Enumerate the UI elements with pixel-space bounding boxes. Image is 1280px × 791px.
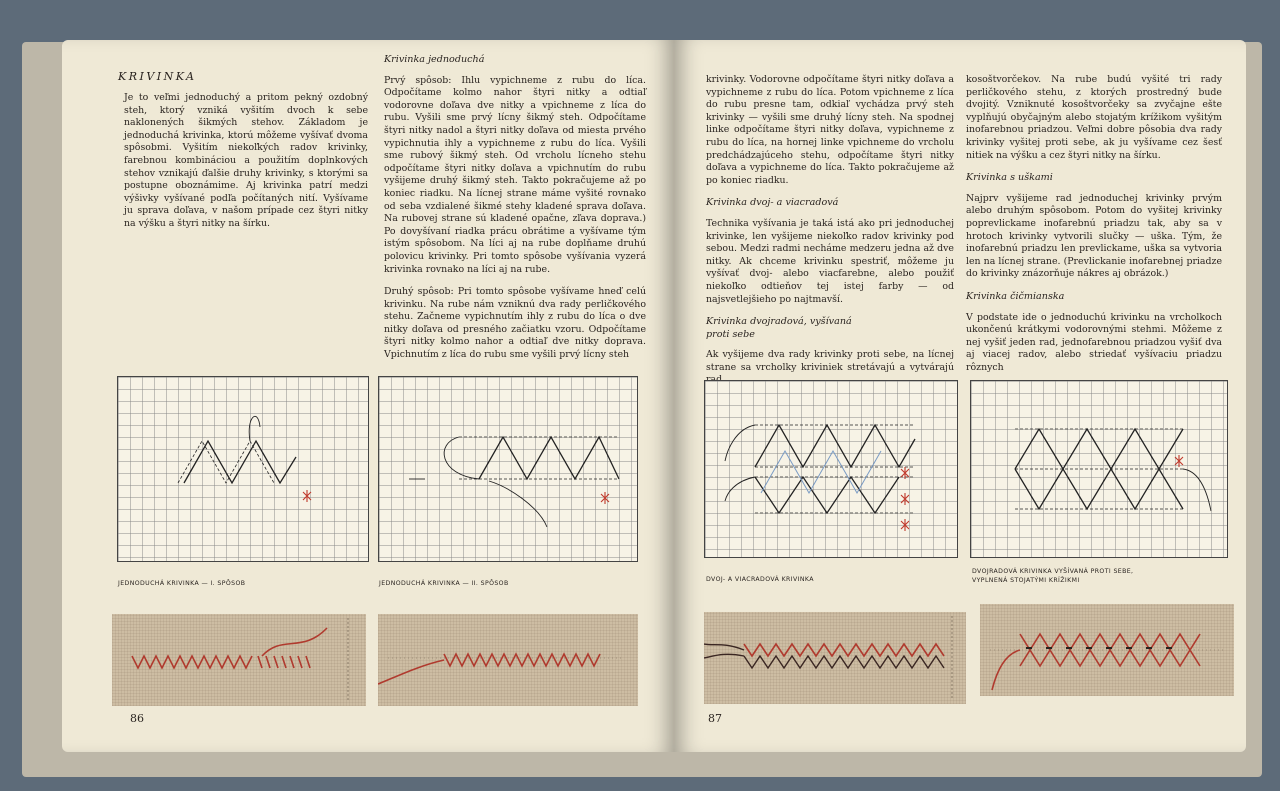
heading-cicmany: Krivinka čičmianska xyxy=(966,290,1065,302)
open-book xyxy=(34,40,1254,765)
left-page xyxy=(62,40,674,752)
right-column-two xyxy=(966,74,1222,384)
caption-method-1: JEDNODUCHÁ KRIVINKA — I. SPÔSOB xyxy=(118,580,246,587)
photo-embroidery-3 xyxy=(704,612,966,704)
heading-multi-row: Krivinka dvoj- a viacradová xyxy=(706,197,839,209)
heading-loops: Krivinka s uškami xyxy=(966,172,1053,184)
caption-double-row-line2: VYPLNENÁ STOJATÝMI KRÍŽIKMI xyxy=(972,577,1080,584)
photo-embroidery-1 xyxy=(112,614,366,706)
diagram-double-row-crosses xyxy=(970,380,1228,558)
photo-embroidery-2 xyxy=(378,614,638,706)
photo-embroidery-4 xyxy=(980,604,1234,696)
paragraph-loops: Najprv vyšijeme rad jednoduchej krivinky prvým alebo druhým spôsobom. Potom do vyšitej krivinky poprevlickame inofarebnú priadzu tak, aby sa v hrotoch krivinky vytvorili slučky — uška. Tým, že inofarebnú priadzu len prevlickame, uška sa vytvoria len na lícnej strane. (Prevlickanie inofarebnej priadze do krivinky znázorňuje nákres aj obrázok.) xyxy=(966,192,1222,280)
paragraph-diamonds: kosoštvorčekov. Na rube budú vyšité tri rady perličkového stehu, z ktorých prostredný bude dvojitý. Vzniknuté kosoštvorčeky sa zvyčajne ešte vyplňujú obyčajným alebo stojatým krížikom vyšitým inofarebnou priadzou. Veľmi dobre pôsobia dva rady krivinky vyšitej proti sebe, ak ju vyšívame cez šesť nitiek na výšku a cez štyri nitky na šírku. xyxy=(966,74,1222,161)
diagram-multi-row xyxy=(704,380,958,558)
right-page xyxy=(674,40,1246,752)
section-heading: Krivinka jednoduchá xyxy=(384,54,485,65)
paragraph-double-row: Ak vyšijeme dva rady krivinky proti sebe, na lícnej strane sa vrcholky kriviniek stretávajú a vytvárajú xyxy=(706,349,954,373)
heading-double-row: Krivinka dvojradová, vyšívaná proti sebe xyxy=(706,316,852,340)
diagram-simple-method-2 xyxy=(378,376,638,562)
paragraph-continuation: krivinky. Vodorovne odpočítame štyri nitky doľava a vypichneme z rubu do líca. Potom vpichneme z líca do rubu presne tam, odkiaľ vychádza prvý steh krivinky — vyšili sme druhý lícny steh. Na spodnej linke odpočítame štyri nitky doľava, vypichneme z rubu do líca, na hornej linke vpichneme do vrcholu predchádzajúceho stehu, odpočítame štyri nitky doľava a vypichneme do líca. Takto pokračujeme až po koniec riadku. xyxy=(706,74,954,186)
paragraph-first-method: Prvý spôsob: Ihlu vypichneme z rubu do líca. Odpočítame kolmo nahor štyri nitky a odtiaľ vodorovne doľava dve nitky a vpichneme z líca do rubu. Vyšili sme prvý lícny šikmý steh. Odpočítame štyri nitky nadol a štyri nitky doľava od miesta prvého vypichnutia ihly a vypichneme z rubu do líca. Vyšili sme rubový šikmý steh. Od vrcholu lícneho stehu odpočítame štyri nitky doľava a vpichnutím do rubu vyšijeme druhý šikmý steh. Takto pokračujeme až po koniec riadku. Na lícnej strane máme vyšité rovnako od seba vzdialené šikmé stehy kladené sprava doľava. Na rubovej strane sú kladené opačne, zľava doprava.) Po dovyšívaní riadka prácu obrátime a vyšívame tým istým spôsobom. Na líci aj na rube doplňame druhú polovicu krivinky. Pri tomto spôsobe vyšívania vyzerá krivinka rovnako na líci aj na rube. xyxy=(384,74,646,275)
intro-text xyxy=(124,92,368,241)
caption-double-row-line1: DVOJRADOVÁ KRIVINKA VYŠÍVANÁ PROTI SEBE, xyxy=(972,568,1134,575)
caption-multi-row: DVOJ- A VIACRADOVÁ KRIVINKA xyxy=(706,576,814,583)
column-two xyxy=(384,54,646,372)
intro-paragraph: Je to veľmi jednoduchý a pritom pekný ozdobný steh, ktorý vzniká vyšitím dvoch k sebe naklonených šikmých stehov. Základom je jednoduchá krivinka, ktorú môžeme vyšívať dvoma spôsobmi. Vyšitím niekoľkých radov krivinky, farebnou kombináciou a použitím doplnkových stehov vznikajú ďalšie druhy krivinky, s ktorými sa postupne oboznámime. Aj krivinka patrí medzi výšivky vyšívané podľa počítaných nití. Vyšívame ju sprava doľava, v našom prípade cez štyri nitky na výšku a štyri nitky na šírku. xyxy=(124,92,368,229)
paragraph-cicmany: V podstate ide o jednoduchú krivinku na vrcholkoch ukončenú krátkymi vodorovnými stehmi. Môžeme z nej vyšiť jeden rad, jednofarebnou priadzou vyšiť dva aj viacej radov, alebo striedať vyšívaciu priadzu rôznych xyxy=(966,311,1222,373)
right-column-one xyxy=(706,74,954,397)
page-title: KRIVINKA xyxy=(118,70,197,83)
caption-method-2: JEDNODUCHÁ KRIVINKA — II. SPÔSOB xyxy=(379,580,509,587)
page-number: 87 xyxy=(708,712,722,725)
page-number: 86 xyxy=(130,712,144,725)
diagram-simple-method-1 xyxy=(117,376,369,562)
paragraph-multi-row: Technika vyšívania je taká istá ako pri jednoduchej krivinke, len vyšijeme niekoľko radov krivinky pod sebou. Medzi radmi necháme medzeru jedna až dve nitky. Ak chceme krivinku spestriť, môžeme ju vyšívať dvoj- alebo viacfarebne, alebo použiť niekoľko odtieňov tej istej farby — od najsvetlejšieho po najtmavší. xyxy=(706,217,954,305)
paragraph-second-method: Druhý spôsob: Pri tomto spôsobe vyšívame hneď celú krivinku. Na rube nám vzniknú dva rady perličkového stehu. Začneme vypichnutím ihly z rubu do líca o dve nitky doľava od presného začiatku vzoru. Odpočítame štyri nitky kolmo nahor a odtiaľ dve nitky doprava. Vpichnutím z líca do rubu sme vyšili prvý lícny steh xyxy=(384,286,646,361)
